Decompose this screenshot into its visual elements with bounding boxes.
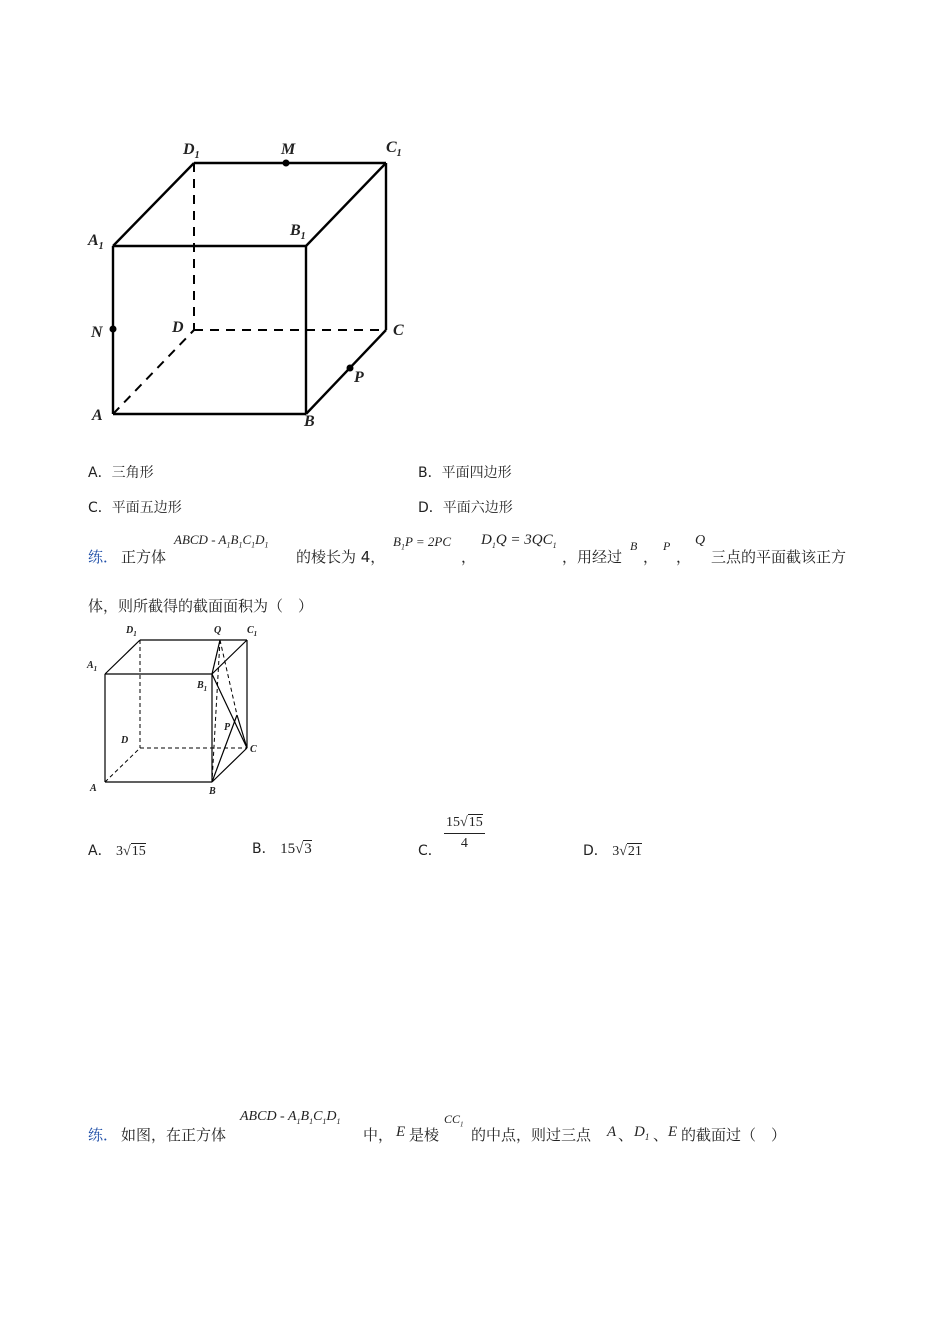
label-a1: $A_1$	[88, 232, 104, 253]
q3-prefix: 练．	[88, 1126, 119, 1144]
label-a: A	[90, 783, 97, 794]
q1-option-c[interactable]: C．平面五边形	[88, 500, 182, 516]
label-a1: $A_1$	[87, 660, 98, 673]
q2-cube-name: ABCD - $A_1B_1C_1D_1$	[174, 532, 269, 550]
q3-point-a: A	[607, 1124, 617, 1140]
q3-point-d1: $D_1$	[634, 1124, 650, 1142]
q2-comma-1: ，	[461, 548, 477, 566]
q2-condition-1: $B_1P = 2PC$	[393, 534, 452, 552]
label-d: D	[172, 319, 184, 336]
q3-text-3: 是棱	[409, 1126, 440, 1144]
label-p: P	[354, 369, 364, 386]
q1-option-d[interactable]: D．平面六边形	[418, 500, 513, 516]
edge-b-c	[212, 748, 247, 782]
label-b: B	[304, 413, 315, 430]
q3-sep-2: 、	[653, 1126, 669, 1144]
edge-a1-d1	[105, 640, 140, 674]
hidden-section-q-b	[212, 640, 220, 782]
q2-point-p: P	[663, 539, 671, 553]
label-n: N	[91, 324, 103, 341]
q3-text-2: 中，	[363, 1126, 394, 1144]
q3-text-1: 如图，在正方体	[121, 1126, 227, 1144]
point-m	[283, 160, 290, 167]
label-c1: $C_1$	[386, 139, 402, 160]
edge-b1-c1	[212, 640, 247, 674]
q1-option-b[interactable]: B．平面四边形	[418, 465, 512, 481]
q3-sep-1: 、	[618, 1126, 634, 1144]
q2-point-q: Q	[695, 533, 706, 548]
q3-text-4: 的中点，则过三点	[471, 1126, 592, 1144]
label-b1: $B_1$	[290, 222, 306, 243]
point-p	[347, 365, 354, 372]
section-p-c	[237, 715, 247, 748]
q2-text-2: 的棱长为 4，	[296, 548, 386, 566]
label-d1: $D_1$	[183, 141, 200, 162]
label-c1: $C_1$	[247, 625, 258, 638]
hidden-section-q-p	[220, 640, 237, 715]
edge-b-c	[306, 330, 386, 414]
label-b1: $B_1$	[197, 680, 208, 693]
q2-text-line2: 体，则所截得的截面面积为（ ）	[88, 597, 314, 615]
q3-cube-name: ABCD - $A_1B_1C_1D_1$	[240, 1109, 341, 1126]
label-c: C	[393, 322, 404, 339]
hidden-edge-a-d	[113, 330, 194, 414]
q2-option-a[interactable]: A． 3√15	[88, 843, 146, 859]
point-n	[110, 326, 117, 333]
hidden-edge-a-d	[105, 748, 140, 782]
q1-option-a[interactable]: A．三角形	[88, 465, 154, 481]
q2-option-b[interactable]: B． 15√3	[252, 841, 312, 857]
q2-comma-2: ，	[643, 548, 659, 566]
cube-figure-1	[0, 0, 950, 440]
label-c: C	[250, 744, 257, 755]
q2-option-c-letter[interactable]: C．	[418, 843, 442, 859]
q2-comma-3: ，	[676, 548, 692, 566]
q2-text-1: 正方体	[121, 548, 167, 566]
q2-option-c-fraction[interactable]: $\frac{15√15}{4}$	[446, 815, 483, 851]
label-d: D	[121, 735, 129, 746]
label-p: P	[224, 722, 231, 733]
q3-point-e-2: E	[668, 1124, 678, 1140]
cube-figure-2	[0, 600, 950, 810]
label-q: Q	[214, 625, 222, 636]
label-d1: $D_1$	[126, 625, 137, 638]
edge-a1-d1	[113, 163, 194, 246]
q3-edge-cc1: $CC_1$	[444, 1112, 464, 1129]
label-m: M	[281, 141, 296, 158]
q2-point-b: B	[630, 539, 638, 553]
q2-text-3: ，用经过	[562, 548, 623, 566]
q2-option-d[interactable]: D． 3√21	[583, 843, 642, 859]
q3-text-5: 的截面过（ ）	[681, 1126, 787, 1144]
q3-point-e: E	[396, 1124, 406, 1140]
q2-text-4: 三点的平面截该正方	[711, 548, 847, 566]
edge-b1-c1	[306, 163, 386, 246]
q2-prefix: 练．	[88, 548, 119, 566]
q2-condition-2: $D_1Q = 3QC_1$	[481, 532, 557, 550]
label-b: B	[209, 786, 216, 797]
label-a: A	[92, 407, 103, 424]
